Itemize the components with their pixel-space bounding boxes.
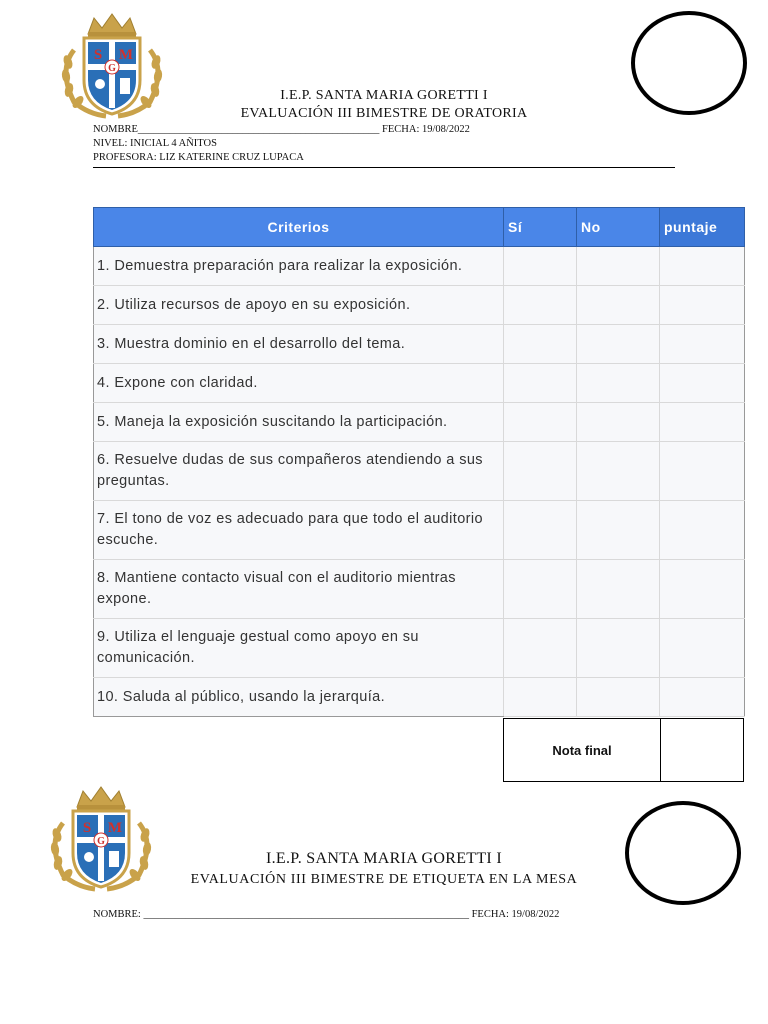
- si-cell[interactable]: [504, 364, 577, 403]
- puntaje-cell[interactable]: [660, 364, 745, 403]
- final-grade-cell[interactable]: [661, 719, 743, 781]
- no-cell[interactable]: [577, 364, 660, 403]
- no-cell[interactable]: [577, 678, 660, 717]
- teacher-line: PROFESORA: LIZ KATERINE CRUZ LUPACA: [93, 152, 304, 163]
- table-row: [94, 442, 745, 501]
- criterion-text: 8. Mantiene contacto visual con el auditorio mientras expone.: [94, 560, 504, 619]
- table-row: [94, 325, 745, 364]
- puntaje-cell[interactable]: [660, 560, 745, 619]
- evaluation-title: EVALUACIÓN III BIMESTRE DE ETIQUETA EN LA MESA: [190, 872, 578, 887]
- no-cell[interactable]: [577, 560, 660, 619]
- no-cell[interactable]: [577, 442, 660, 501]
- table-row: [94, 286, 745, 325]
- criterion-text: 2. Utiliza recursos de apoyo en su exposición.: [94, 286, 504, 325]
- school-title: I.E.P. SANTA MARIA GORETTI I: [265, 850, 502, 867]
- svg-text:S: S: [93, 47, 103, 63]
- table-header-row: [94, 208, 745, 247]
- puntaje-cell[interactable]: [660, 325, 745, 364]
- table-row: [94, 619, 745, 678]
- criterion-text: 1. Demuestra preparación para realizar la exposición.: [94, 247, 504, 286]
- final-grade-label: Nota final: [504, 719, 661, 781]
- criterion-text: 3. Muestra dominio en el desarrollo del tema.: [94, 325, 504, 364]
- header-criterios: Criterios: [94, 208, 504, 247]
- header-divider: [93, 167, 675, 168]
- puntaje-cell[interactable]: [660, 619, 745, 678]
- si-cell[interactable]: [504, 619, 577, 678]
- puntaje-cell[interactable]: [660, 247, 745, 286]
- puntaje-cell[interactable]: [660, 403, 745, 442]
- header-no: No: [577, 208, 660, 247]
- header-puntaje: puntaje: [660, 208, 745, 247]
- header-si: Sí: [504, 208, 577, 247]
- no-cell[interactable]: [577, 286, 660, 325]
- puntaje-cell[interactable]: [660, 442, 745, 501]
- evaluation-title: EVALUACIÓN III BIMESTRE DE ORATORIA: [240, 106, 528, 121]
- no-cell[interactable]: [577, 619, 660, 678]
- svg-text:S: S: [82, 820, 92, 836]
- svg-text:M: M: [107, 820, 123, 836]
- si-cell[interactable]: [504, 442, 577, 501]
- svg-text:G: G: [108, 63, 116, 74]
- level-line: NIVEL: INICIAL 4 AÑITOS: [93, 138, 217, 149]
- no-cell[interactable]: [577, 403, 660, 442]
- no-cell[interactable]: [577, 247, 660, 286]
- table-row: [94, 678, 745, 717]
- criterion-text: 9. Utiliza el lenguaje gestual como apoyo en su comunicación.: [94, 619, 504, 678]
- table-row: [94, 560, 745, 619]
- si-cell[interactable]: [504, 560, 577, 619]
- name-date-line: NOMBRE______________________________________________ FECHA: 19/08/2022: [93, 124, 470, 135]
- table-row: [94, 501, 745, 560]
- si-cell[interactable]: [504, 501, 577, 560]
- table-row: [94, 247, 745, 286]
- si-cell[interactable]: [504, 403, 577, 442]
- si-cell[interactable]: [504, 678, 577, 717]
- name-date-line: NOMBRE: ______________________________________________________________ FECHA: 19/08/2022: [93, 909, 560, 920]
- no-cell[interactable]: [577, 325, 660, 364]
- puntaje-cell[interactable]: [660, 678, 745, 717]
- svg-text:M: M: [118, 47, 134, 63]
- criterion-text: 10. Saluda al público, usando la jerarquía.: [94, 678, 504, 717]
- si-cell[interactable]: [504, 286, 577, 325]
- si-cell[interactable]: [504, 325, 577, 364]
- criterion-text: 7. El tono de voz es adecuado para que todo el auditorio escuche.: [94, 501, 504, 560]
- rubric-table: [93, 207, 745, 717]
- final-grade-box: [503, 718, 744, 782]
- si-cell[interactable]: [504, 247, 577, 286]
- svg-text:G: G: [97, 836, 105, 847]
- puntaje-cell[interactable]: [660, 286, 745, 325]
- table-row: [94, 364, 745, 403]
- table-row: [94, 403, 745, 442]
- no-cell[interactable]: [577, 501, 660, 560]
- puntaje-cell[interactable]: [660, 501, 745, 560]
- criterion-text: 4. Expone con claridad.: [94, 364, 504, 403]
- school-title: I.E.P. SANTA MARIA GORETTI I: [280, 88, 488, 103]
- criterion-text: 5. Maneja la exposición suscitando la participación.: [94, 403, 504, 442]
- criterion-text: 6. Resuelve dudas de sus compañeros atendiendo a sus preguntas.: [94, 442, 504, 501]
